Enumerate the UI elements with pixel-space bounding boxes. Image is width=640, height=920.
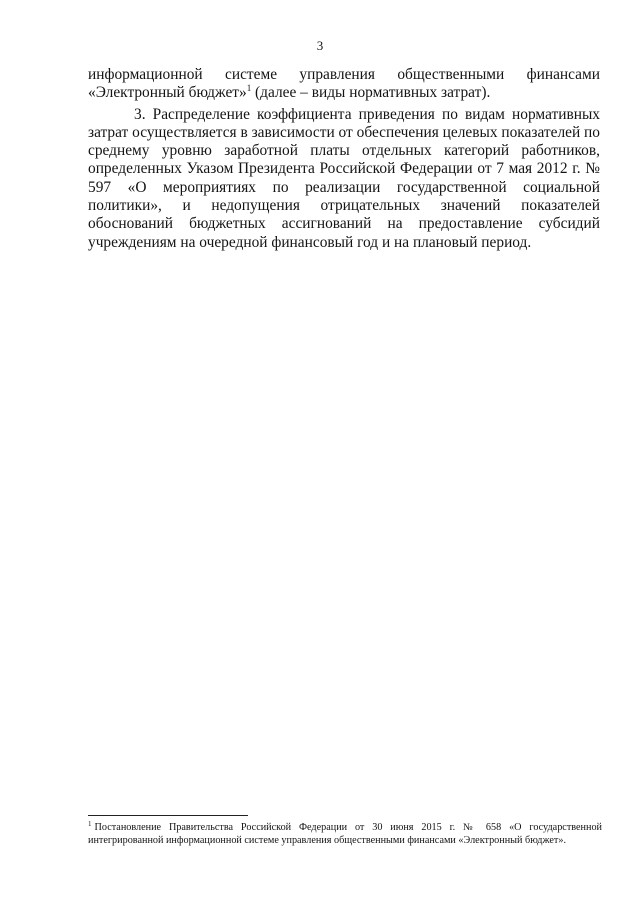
paragraph-2: 3. Распределение коэффициента приведения по видам нормативных затрат осуществляется в зависимости от обеспечения целевых показателей по среднему уровню заработной платы отдельных категорий работников, определенных Указом Президента Российской Федерации от 7 мая 2012 г. № 597 «О мероприятиях по реализации государственной социальной политики», и недопущения отрицательных значений показателей обоснований бюджетных ассигнований на предоставление субсидий учреждениям на очередной финансовый год и на плановый период. xyxy=(88,105,600,251)
body-text xyxy=(88,66,600,252)
paragraph-1 xyxy=(88,66,600,103)
footnote xyxy=(88,821,602,847)
footnote-reference: 1 xyxy=(246,83,252,94)
paragraph-1-tail: (далее – виды нормативных затрат). xyxy=(251,84,491,102)
paragraph-1-text: информационной системе управления общественными финансами «Электронный бюджет» xyxy=(88,66,600,102)
footnote-separator xyxy=(88,815,248,816)
page-number: 3 xyxy=(316,38,324,53)
footnote-mark: 1 xyxy=(88,819,92,828)
footnote-text: Постановление Правительства Российской Федерации от 30 июня 2015 г. № 658 «О государственной интегрированной информационной системе управления общественными финансами «Электронный бюджет». xyxy=(88,822,602,846)
